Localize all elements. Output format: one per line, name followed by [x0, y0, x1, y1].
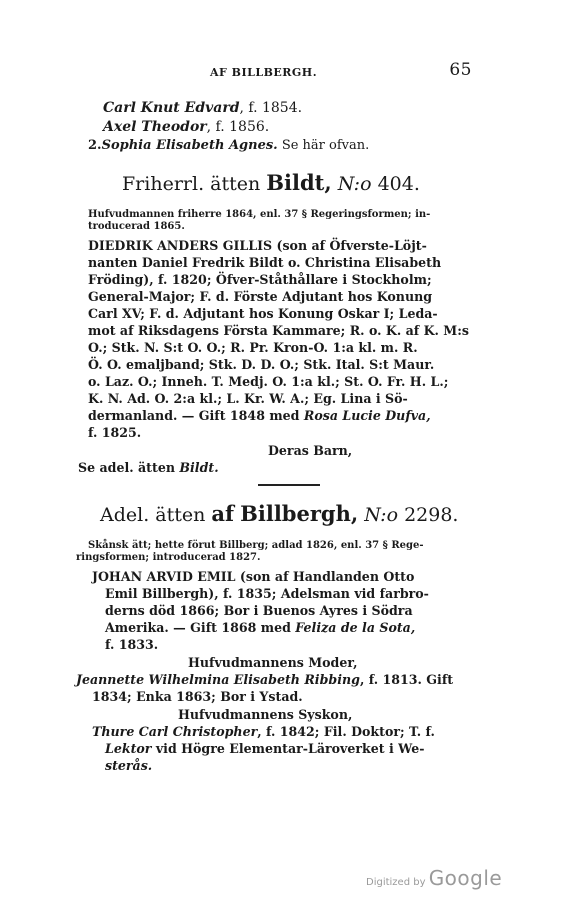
- bildt-body-line: o. Laz. O.; Inneh. T. Medj. O. 1:a kl.; St. O. Fr. H. L.;: [88, 374, 449, 389]
- section-billbergh-note-2: ringsformen; introducerad 1827.: [76, 552, 261, 563]
- section-billbergh-note-1: Skånsk ätt; hette förut Billberg; adlad 1826, enl. 37 § Rege-: [88, 540, 424, 551]
- bildt-children-see: [78, 460, 219, 476]
- heading-prefix: Friherrl. ätten: [122, 173, 261, 195]
- digitized-watermark: [366, 866, 502, 890]
- entry-axel-theodor: [103, 119, 269, 135]
- google-logo: Google: [428, 866, 503, 890]
- sibling-line-3: sterås.: [105, 758, 153, 773]
- heading-prefix: Adel. ätten: [100, 504, 206, 526]
- billbergh-body-line: derns död 1866; Bor i Buenos Ayres i Södra: [105, 603, 413, 618]
- see-name: Bildt.: [179, 460, 219, 475]
- billbergh-body-last: [105, 620, 415, 636]
- spouse-name: Rosa Lucie Dufva,: [303, 408, 431, 423]
- entry-note: Se här ofvan.: [277, 138, 370, 153]
- sibling-rest: , f. 1842; Fil. Doktor; T. f.: [257, 724, 435, 739]
- bildt-body-line: Ö. O. emaljband; Stk. D. D. O.; Stk. Ital. S:t Maur.: [88, 357, 435, 372]
- mother-line-1: [76, 672, 453, 688]
- sibling-line-1: [92, 724, 435, 740]
- body-text: Amerika. — Gift 1868 med: [105, 620, 296, 635]
- see-text: Se adel. ätten: [78, 460, 180, 475]
- body-text: dermanland. — Gift 1848 med: [88, 408, 304, 423]
- bildt-body-line: O.; Stk. N. S:t O. O.; R. Pr. Kron-O. 1:a kl. m. R.: [88, 340, 418, 355]
- entry-year: , f. 1856.: [206, 119, 270, 135]
- entry-names: Sophia Elisabeth Agnes.: [101, 138, 278, 153]
- bildt-spouse-year: f. 1825.: [88, 425, 142, 440]
- entry-names: Carl Knut Edvard: [103, 100, 240, 116]
- bildt-body-line: General-Major; F. d. Förste Adjutant hos Konung: [88, 289, 433, 304]
- section-bildt-note-1: Hufvudmannen friherre 1864, enl. 37 § Regeringsformen; in-: [88, 209, 431, 220]
- mother-name: Jeannette Wilhelmina Elisabeth Ribbing: [76, 672, 360, 687]
- bildt-body-last: [88, 408, 431, 424]
- sibling-workplace: vid Högre Elementar-Läroverket i We-: [151, 741, 425, 756]
- bildt-children-heading: Deras Barn,: [268, 443, 353, 458]
- entry-prefix: 2.: [88, 138, 102, 153]
- bildt-body-line: DIEDRIK ANDERS GILLIS (son af Öfverste-Löjt-: [88, 238, 427, 253]
- sibling-name: Thure Carl Christopher: [92, 724, 258, 739]
- mother-heading: Hufvudmannens Moder,: [188, 655, 358, 670]
- heading-number: 2298.: [404, 504, 459, 526]
- heading-no: N:o: [364, 504, 399, 526]
- heading-name: Billbergh,: [240, 501, 359, 526]
- section-divider: [258, 484, 320, 486]
- heading-af: af: [211, 501, 235, 526]
- section-bildt-heading: [122, 172, 420, 195]
- heading-name: Bildt,: [266, 170, 332, 195]
- section-billbergh-heading: [100, 503, 458, 526]
- sibling-title: Lektor: [105, 741, 152, 756]
- entry-year: , f. 1854.: [239, 100, 303, 116]
- bildt-body-line: Carl XV; F. d. Adjutant hos Konung Oskar I; Leda-: [88, 306, 438, 321]
- bildt-body-line: K. N. Ad. O. 2:a kl.; L. Kr. W. A.; Eg. Lina i Sö-: [88, 391, 408, 406]
- page-number: 65: [449, 60, 472, 80]
- heading-no: N:o: [337, 173, 372, 195]
- running-title: AF BILLBERGH.: [210, 66, 318, 79]
- siblings-heading: Hufvudmannens Syskon,: [178, 707, 353, 722]
- billbergh-body-line: Emil Billbergh), f. 1835; Adelsman vid farbro-: [105, 586, 429, 601]
- digitized-text: Digitized by: [366, 877, 429, 888]
- mother-rest: , f. 1813. Gift: [359, 672, 454, 687]
- billbergh-spouse-year: f. 1833.: [105, 637, 159, 652]
- section-bildt-note-2: troducerad 1865.: [88, 221, 185, 232]
- entry-sophia-elisabeth-agnes: [88, 138, 369, 154]
- bildt-body-line: Fröding), f. 1820; Öfver-Ståthållare i Stockholm;: [88, 272, 432, 287]
- billbergh-body-line: JOHAN ARVID EMIL (son af Handlanden Otto: [92, 569, 415, 584]
- bildt-body-line: mot af Riksdagens Första Kammare; R. o. K. af K. M:s: [88, 323, 469, 338]
- bildt-body-line: nanten Daniel Fredrik Bildt o. Christina Elisabeth: [88, 255, 442, 270]
- entry-carl-knut-edvard: [103, 100, 302, 116]
- sibling-line-2: [105, 741, 424, 757]
- entry-names: Axel Theodor: [103, 119, 207, 135]
- mother-line-2: 1834; Enka 1863; Bor i Ystad.: [92, 689, 303, 704]
- spouse-name: Feliza de la Sota,: [295, 620, 416, 635]
- heading-number: 404.: [377, 173, 420, 195]
